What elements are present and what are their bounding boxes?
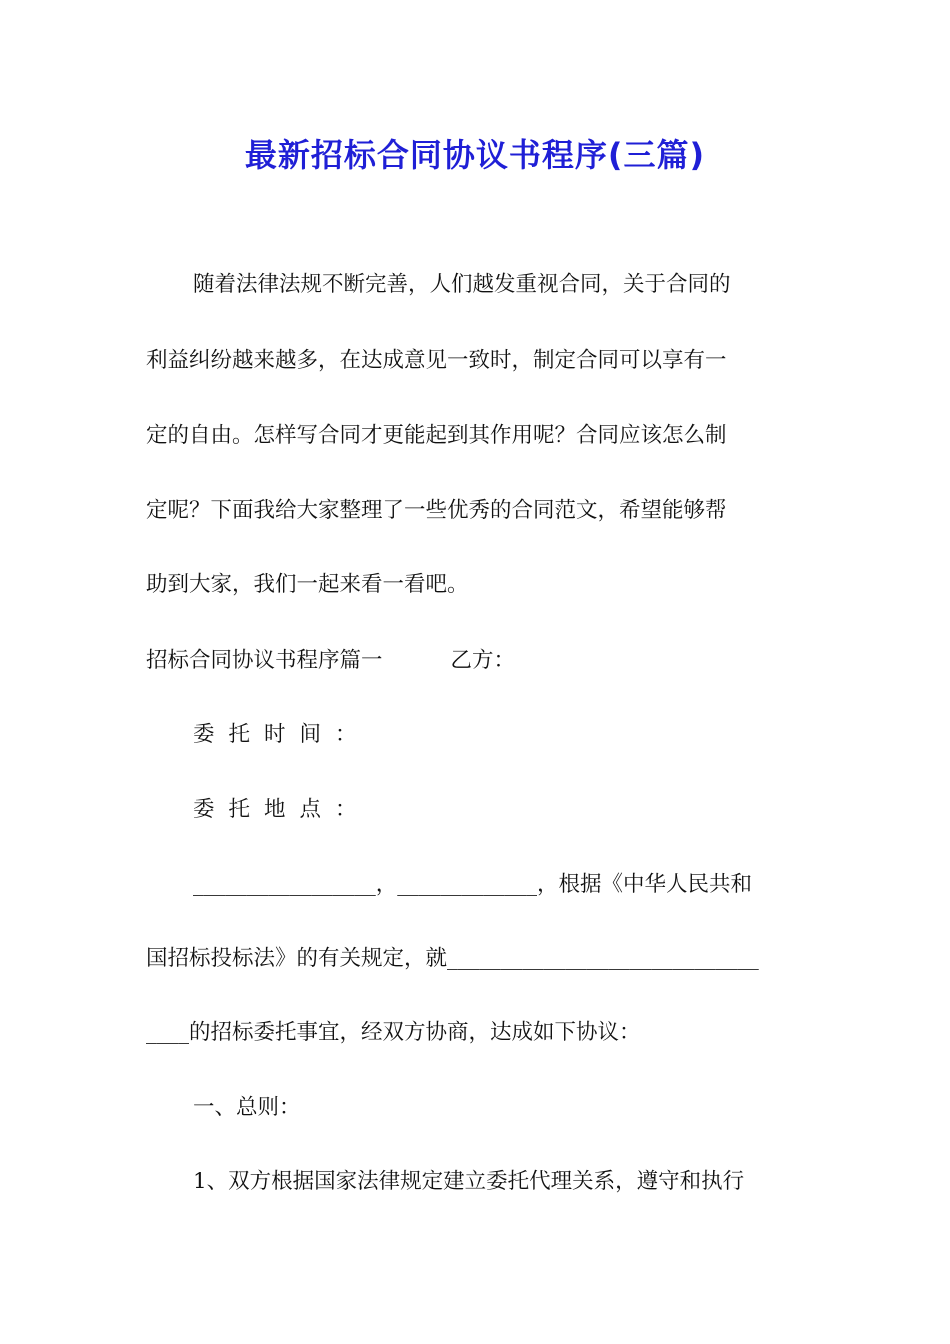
intro-line-3: 定的自由。怎样写合同才更能起到其作用呢？合同应该怎么制 — [146, 423, 727, 448]
intro-line-1: 随着法律法规不断完善，人们越发重视合同，关于合同的 — [193, 272, 731, 297]
party-b-label: 乙方： — [450, 648, 516, 673]
body-line-5: 1、双方根据国家法律规定建立委托代理关系，遵守和执行 — [193, 1169, 745, 1194]
body-line-2: 国招标投标法》的有关规定，就_____________________________ — [146, 946, 759, 971]
section-heading: 招标合同协议书程序篇一 — [146, 648, 383, 673]
intro-line-5: 助到大家，我们一起来看一看吧。 — [146, 572, 469, 597]
document-title: 最新招标合同协议书程序(三篇) — [244, 136, 706, 174]
intro-line-4: 定呢？下面我给大家整理了一些优秀的合同范文，希望能够帮 — [146, 498, 727, 523]
commission-place-label: 委托地点： — [193, 797, 371, 822]
section-heading-row — [146, 646, 806, 676]
body-line-4: 一、总则： — [193, 1095, 301, 1120]
body-line-1: _________________，_____________，根据《中华人民共和 — [193, 872, 753, 897]
body-line-3: ____的招标委托事宜，经双方协商，达成如下协议： — [146, 1020, 641, 1045]
intro-line-2: 利益纠纷越来越多，在达成意见一致时，制定合同可以享有一 — [146, 348, 727, 373]
commission-time-label: 委托时间： — [193, 722, 371, 747]
